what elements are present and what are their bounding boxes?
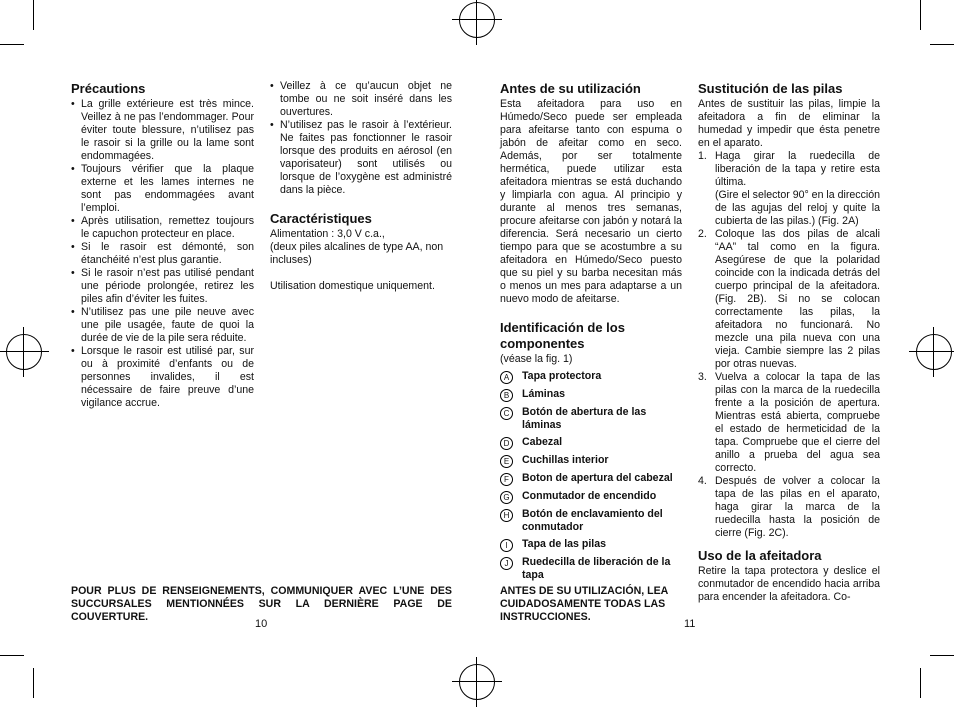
step-text: Vuelva a colocar la tapa de las pilas con la marca de la ruedecilla frente a la posición de apertura. Mientras está abierta, compruebe el estado de hermeticidad de la tapa. Compruebe que el cierre del anillo a prueba del agua sea correcto. <box>715 371 880 474</box>
battery-replacement-intro: Antes de sustituir las pilas, limpie la afeitadora a fin de eliminar la humedad y impedir que ésta penetre en el aparato. <box>698 98 880 149</box>
list-item: • La grille extérieure est très mince. Veillez à ne pas l’endommager. Pour éviter toute blessure, n’utilisez pas le rasoir si la grille ou la lame sont endommagées. <box>71 98 254 163</box>
registration-mark <box>916 334 952 370</box>
registration-mark <box>459 2 495 38</box>
letter-f-icon: F <box>500 473 513 486</box>
component-label: Botón de abertura de las láminas <box>522 406 647 431</box>
precautions-column <box>71 81 254 410</box>
component-item <box>500 556 682 582</box>
step-extra: (Gire el selector 90° en la dirección de las agujas del reloj y quite la cubierta de las pilas.) (Fig. 2A) <box>715 189 880 227</box>
before-use-column <box>500 81 682 586</box>
features-heading: Caractéristiques <box>270 211 372 226</box>
letter-a-icon: A <box>500 371 513 384</box>
component-item <box>500 490 682 504</box>
component-label: Ruedecilla de liberación de la tapa <box>522 556 671 581</box>
features-power: Alimentation : 3,0 V c.a., <box>270 228 385 240</box>
identification-heading-line2: componentes <box>500 336 585 351</box>
battery-steps-list <box>698 150 880 540</box>
right-footer-note: ANTES DE SU UTILIZACIÓN, LEA CUIDADOSAMENTE TODAS LAS INSTRUCCIONES. <box>500 585 668 623</box>
features-use: Utilisation domestique uniquement. <box>270 280 435 292</box>
letter-h-icon: H <box>500 509 513 522</box>
list-item: • Après utilisation, remettez toujours le capuchon protecteur en place. <box>71 215 254 241</box>
precautions-continued-column <box>270 80 452 293</box>
using-heading: Uso de la afeitadora <box>698 548 822 563</box>
step-number: 2. <box>698 228 707 240</box>
list-item <box>698 228 880 371</box>
left-footer-note: POUR PLUS DE RENSEIGNEMENTS, COMMUNIQUER AVEC L’UNE DES SUCCURSALES MENTIONNÉES SUR LA DERNIÈRE PAGE DE COUVERTURE. <box>71 585 452 623</box>
component-label: Láminas <box>522 388 565 400</box>
step-text: Haga girar la ruedecilla de liberación de la tapa y retire esta última. <box>715 150 880 188</box>
list-item <box>698 150 880 228</box>
step-number: 1. <box>698 150 707 162</box>
letter-d-icon: D <box>500 437 513 450</box>
component-item <box>500 454 682 468</box>
registration-mark <box>459 664 495 700</box>
step-number: 3. <box>698 371 707 383</box>
component-item <box>500 508 682 534</box>
list-item: • Si le rasoir n’est pas utilisé pendant une période prolongée, retirez les piles afin d’éviter les fuites. <box>71 267 254 306</box>
crop-mark <box>0 655 24 656</box>
precautions-list-continued <box>270 80 452 197</box>
component-label: Tapa de las pilas <box>522 538 606 550</box>
step-text: Coloque las dos pilas de alcali “AA” tal como en la figura. Asegúrese de que la polaridad coincide con la indicada detrás del cuerpo principal de la afeitadora. (Fig. 2B). Si no se colocan correctamente las pilas, la afeitadora no funcionará. No mezcle una pila nueva con una vieja. Cambie siempre las 2 pilas por otras nuevas. <box>715 228 880 370</box>
list-item: • Veillez à ce qu’aucun objet ne tombe ou ne soit inséré dans les ouvertures. <box>270 80 452 119</box>
before-use-heading: Antes de su utilización <box>500 81 641 96</box>
crop-mark <box>920 0 921 30</box>
crop-mark <box>930 44 954 45</box>
precautions-list <box>71 98 254 410</box>
list-item <box>698 475 880 540</box>
component-label: Cabezal <box>522 436 563 448</box>
component-label: Conmutador de encendido <box>522 490 657 502</box>
step-text: Después de volver a colocar la tapa de las pilas en el aparato, haga girar la marca de la ruedecilla hasta la posición de cierre (Fig. 2C). <box>715 475 880 539</box>
component-label: Cuchillas interior <box>522 454 609 466</box>
component-item <box>500 472 682 486</box>
component-item <box>500 388 682 402</box>
identification-heading-line1: Identificación de los <box>500 320 625 335</box>
identification-subtitle: (véase la fig. 1) <box>500 353 573 365</box>
registration-mark <box>6 334 42 370</box>
list-item: • Si le rasoir est démonté, son étanchéité n’est plus garantie. <box>71 241 254 267</box>
component-item <box>500 538 682 552</box>
list-item: • N’utilisez pas une pile neuve avec une pile usagée, faute de quoi la durée de vie de la pile sera réduite. <box>71 306 254 345</box>
list-item: • Toujours vérifier que la plaque externe et les lames internes ne sont pas endommagées avant l’emploi. <box>71 163 254 215</box>
letter-b-icon: B <box>500 389 513 402</box>
crop-mark <box>33 668 34 698</box>
letter-i-icon: I <box>500 539 513 552</box>
crop-mark <box>33 0 34 30</box>
letter-j-icon: J <box>500 557 513 570</box>
letter-g-icon: G <box>500 491 513 504</box>
page-number-left: 10 <box>255 618 268 630</box>
page-number-right: 11 <box>684 618 696 630</box>
component-item <box>500 406 682 432</box>
crop-mark <box>920 668 921 698</box>
before-use-text: Esta afeitadora para uso en Húmedo/Seco puede ser empleada para afeitarse tanto con espuma o jabón de afeitar como en seco. Además, por ser totalmente hermética, puede utilizar esta afeitadora mientras se está duchando y limpiarla con agua. Al principio y durante al menos tres semanas, procure afeitarse con jabón y notará la diferencia. Será necesario un cierto tiempo para que se acostumbre a su afeitadora en Húmedo/Seco puesto que su piel y su barba necesitan más o menos un mes para adaptarse a un nuevo modo de afeitarse. <box>500 98 682 305</box>
using-text: Retire la tapa protectora y deslice el conmutador de encendido hacia arriba para encender la afeitadora. Co- <box>698 565 880 603</box>
list-item: • N’utilisez pas le rasoir à l’extérieur. Ne faites pas fonctionner le rasoir lorsque des produits en aérosol (en vaporisateur) sont utilisés ou lorsque de l’oxygène est administré dans la pièce. <box>270 119 452 197</box>
list-item <box>698 371 880 475</box>
features-batteries: (deux piles alcalines de type AA, non incluses) <box>270 241 444 266</box>
component-label: Boton de apertura del cabezal <box>522 472 673 484</box>
component-item <box>500 436 682 450</box>
battery-replacement-heading: Sustitución de las pilas <box>698 81 843 96</box>
component-item <box>500 370 682 384</box>
battery-replacement-column <box>698 81 880 604</box>
crop-mark <box>930 655 954 656</box>
precautions-heading: Précautions <box>71 81 146 96</box>
component-label: Tapa protectora <box>522 370 602 382</box>
letter-c-icon: C <box>500 407 513 420</box>
letter-e-icon: E <box>500 455 513 468</box>
crop-mark <box>0 44 24 45</box>
list-item: • Lorsque le rasoir est utilisé par, sur ou à proximité d’enfants ou de personnes invalides, il est nécessaire de faire preuve d’une vigilance accrue. <box>71 345 254 410</box>
step-number: 4. <box>698 475 707 487</box>
component-label: Botón de enclavamiento del conmutador <box>522 508 663 533</box>
